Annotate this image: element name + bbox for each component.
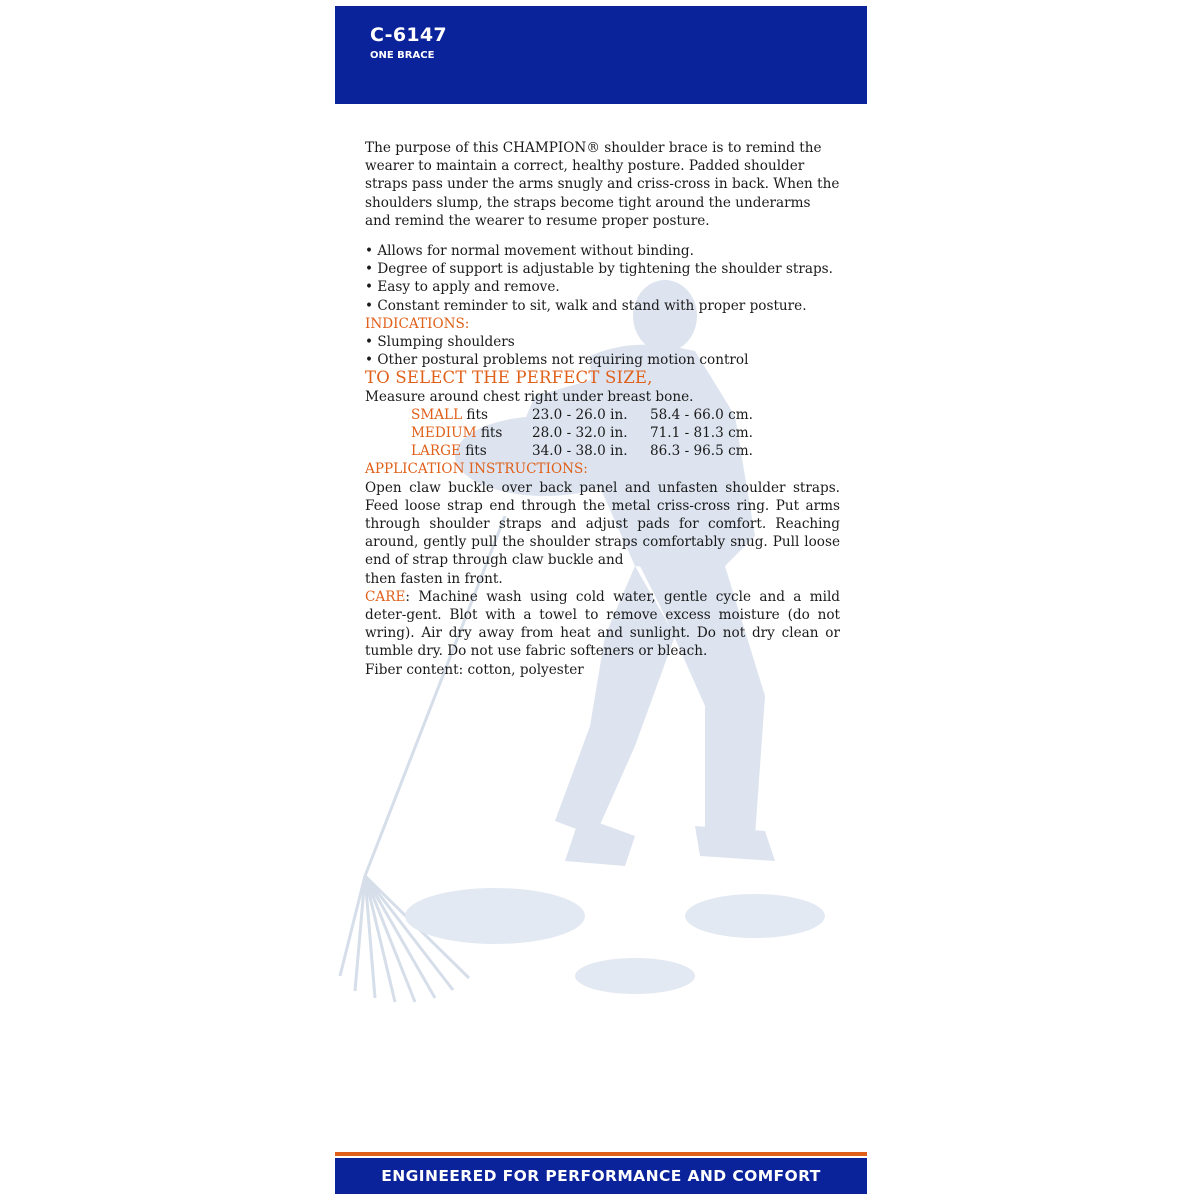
sizing-heading: TO SELECT THE PERFECT SIZE, (365, 368, 653, 388)
feature-item: • Degree of support is adjustable by tightening the shoulder straps. (365, 261, 833, 278)
size-fits: fits (460, 443, 487, 460)
model-number: C-6147 (370, 24, 447, 46)
feature-item: • Constant reminder to sit, walk and stand with proper posture. (365, 297, 807, 314)
size-inches: 28.0 - 32.0 in. (532, 425, 628, 442)
sizing-intro: Measure around chest right under breast bone. (365, 388, 694, 405)
size-table (411, 406, 753, 461)
brochure-panel (335, 6, 867, 1194)
features-list (365, 242, 840, 315)
size-cm: 86.3 - 96.5 cm. (650, 443, 753, 460)
size-inches: 23.0 - 26.0 in. (532, 406, 628, 423)
size-inches: 34.0 - 38.0 in. (532, 443, 628, 460)
size-cm: 71.1 - 81.3 cm. (650, 425, 753, 442)
care-label: CARE (365, 588, 406, 605)
size-cm: 58.4 - 66.0 cm. (650, 406, 753, 423)
care-paragraph (365, 588, 840, 661)
header-band (335, 6, 867, 104)
size-row (411, 442, 753, 460)
care-text: : Machine wash using cold water, gentle cycle and a mild deter-gent. Blot with a towel to remove excess moisture (do not wring). Air dry away from heat and sunlight. Do not dry clean or tumble dry. Do not use fabric softeners or bleach. (365, 588, 840, 660)
footer-slogan: ENGINEERED FOR PERFORMANCE AND COMFORT (381, 1167, 821, 1185)
size-fits: fits (476, 425, 503, 442)
application-heading: APPLICATION INSTRUCTIONS: (365, 461, 588, 478)
size-name: SMALL (411, 406, 463, 423)
feature-item: • Allows for normal movement without binding. (365, 243, 694, 260)
indication-item: • Slumping shoulders (365, 334, 515, 351)
footer-band (335, 1158, 867, 1194)
size-row (411, 424, 753, 442)
footer-accent-line (335, 1152, 867, 1156)
indications-heading: INDICATIONS: (365, 315, 470, 332)
size-name: LARGE (411, 443, 461, 460)
size-row (411, 406, 753, 424)
fiber-content: Fiber content: cotton, polyester (365, 661, 584, 678)
feature-item: • Easy to apply and remove. (365, 279, 560, 296)
size-name: MEDIUM (411, 425, 477, 442)
size-fits: fits (462, 406, 488, 423)
intro-paragraph: The purpose of this CHAMPION® shoulder brace is to remind the wearer to maintain a correct, healthy posture. Padded shoulder straps pass under the arms snugly and criss-cross in back. When the shoulders slump, the straps become tight around the underarms and remind the wearer to resume proper posture. (365, 140, 840, 229)
indication-item: • Other postural problems not requiring motion control (365, 352, 749, 369)
application-text-end: then fasten in front. (365, 570, 503, 587)
product-name: ONE BRACE (370, 50, 435, 61)
content (365, 139, 840, 679)
application-text: Open claw buckle over back panel and unfasten shoulder straps. Feed loose strap end through the metal criss-cross ring. Put arms through shoulder straps and adjust pads for comfort. Reaching around, gently pull the shoulder straps comfortably snug. Pull loose end of strap through claw buckle and (365, 479, 840, 569)
